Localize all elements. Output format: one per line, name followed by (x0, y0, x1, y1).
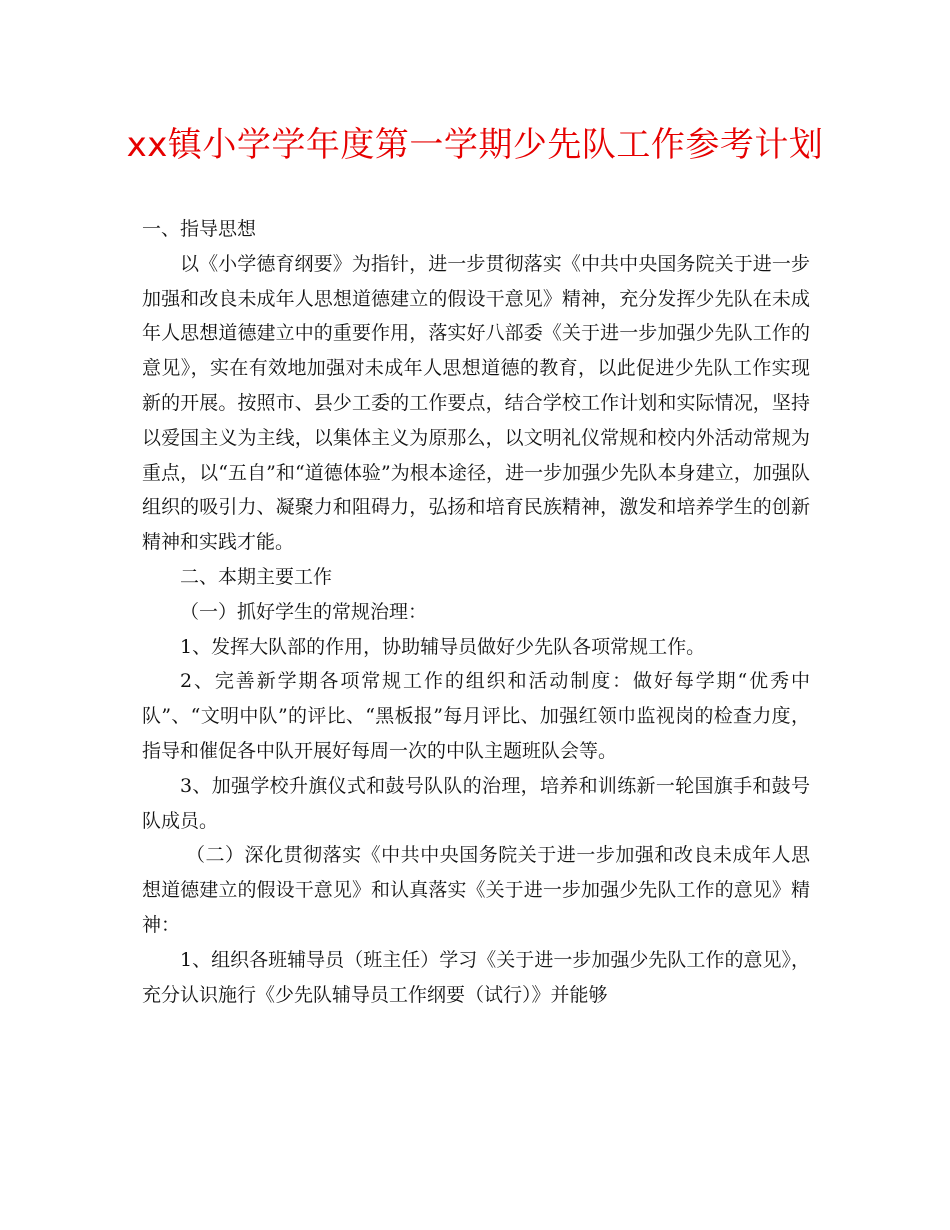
list-item-counselor-study: 1、组织各班辅导员（班主任）学习《关于进一步加强少先队工作的意见》，充分认识施行《少先队辅导员工作纲要（试行）》并能够 (142, 948, 810, 1006)
section-heading-main-work: 二、本期主要工作 (180, 565, 333, 588)
list-item-brigade-role: 1、发挥大队部的作用，协助辅导员做好少先队各项常规工作。 (180, 635, 706, 658)
list-item-flag-and-drum-team: 3、加强学校升旗仪式和鼓号队队的治理，培养和训练新一轮国旗手和鼓号队成员。 (142, 774, 810, 832)
subsection-heading-implementation: （二）深化贯彻落实《中共中央国务院关于进一步加强和改良未成年人思想道德建立的假设干意见》和认真落实《关于进一步加强少先队工作的意见》精神： (142, 844, 810, 936)
document-title: xx镇小学学年度第一学期少先队工作参考计划 (126, 125, 824, 165)
document-body (142, 212, 810, 1012)
subsection-heading-routine-management: （一）抓好学生的常规治理： (180, 600, 428, 623)
section-heading-guiding-ideology: 一、指导思想 (142, 218, 257, 240)
list-item-routine-system: 2、完善新学期各项常规工作的组织和活动制度：做好每学期“优秀中队”、“文明中队”的评比、“黑板报”每月评比、加强红领巾监视岗的检查力度，指导和催促各中队开展好每周一次的中队主题班队会等。 (142, 670, 810, 762)
paragraph-guiding-ideology: 以《小学德育纲要》为指针，进一步贯彻落实《中共中央国务院关于进一步加强和改良未成年人思想道德建立的假设干意见》精神，充分发挥少先队在未成年人思想道德建立中的重要作用，落实好八部委《关于进一步加强少先队工作的意见》，实在有效地加强对未成年人思想道德的教育，以此促进少先队工作实现新的开展。按照市、县少工委的工作要点，结合学校工作计划和实际情况，坚持以爱国主义为主线，以集体主义为原那么，以文明礼仪常规和校内外活动常规为重点，以“五自”和“道德体验”为根本途径，进一步加强少先队本身建立，加强队组织的吸引力、凝聚力和阻碍力，弘扬和培育民族精神，激发和培养学生的创新精神和实践才能。 (142, 252, 810, 554)
